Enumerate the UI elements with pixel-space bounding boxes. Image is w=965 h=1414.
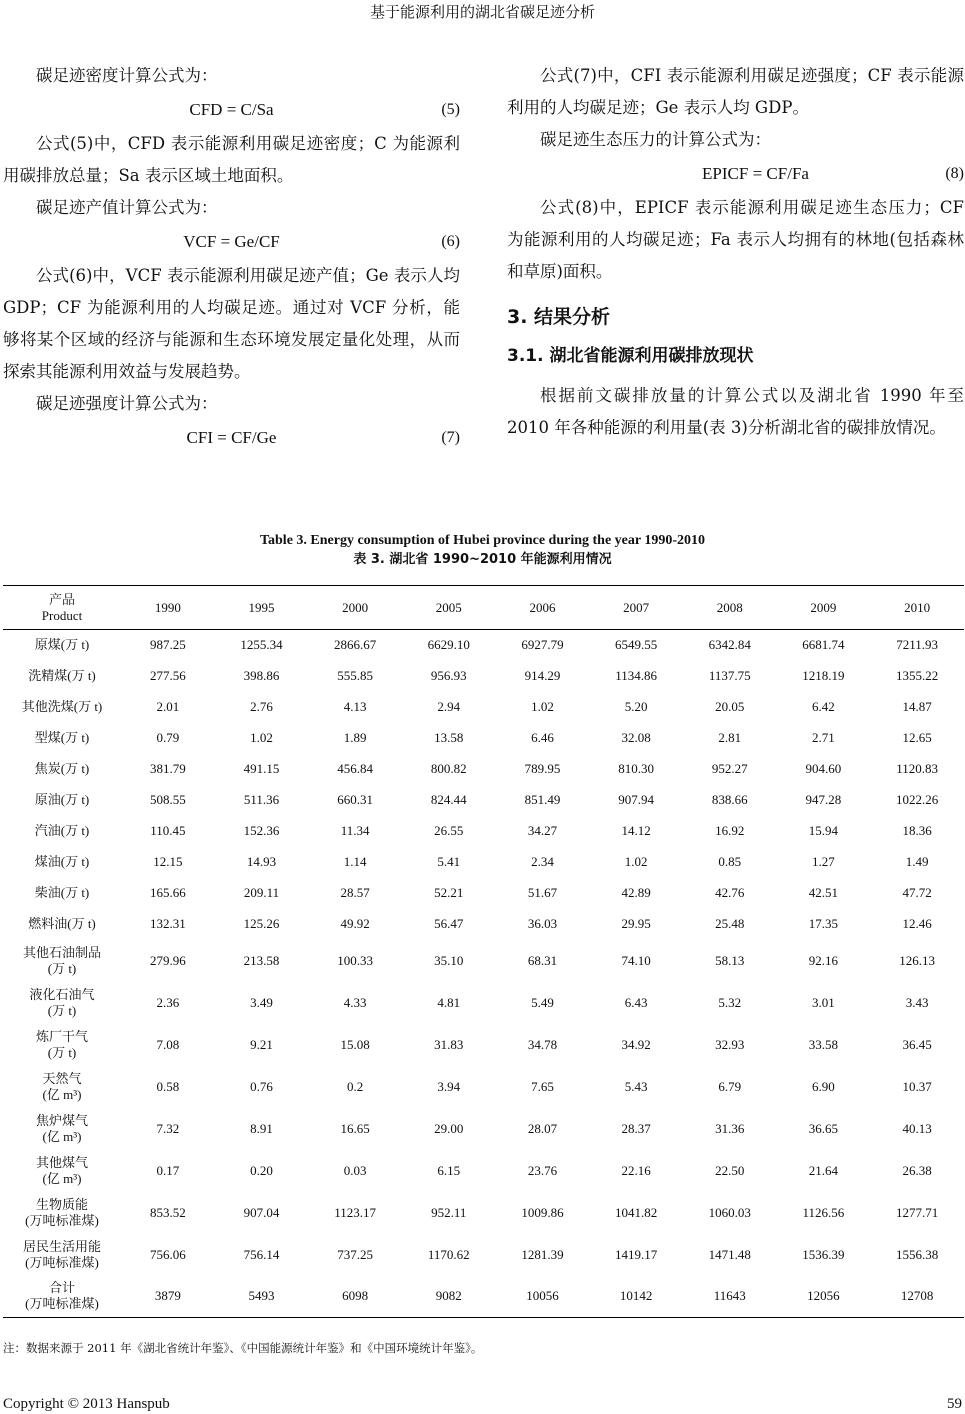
row-label bbox=[3, 1108, 121, 1150]
table-cell: 40.13 bbox=[902, 1120, 932, 1136]
table-cell: 2.01 bbox=[156, 699, 180, 714]
table-cell: 28.07 bbox=[527, 1120, 558, 1136]
equation-8-formula: EPICF = CF/Fa bbox=[702, 164, 809, 183]
header-product-en: Product bbox=[41, 607, 83, 623]
table-cell: 31.36 bbox=[715, 1120, 745, 1136]
table-row bbox=[3, 940, 964, 982]
row-label bbox=[3, 940, 121, 982]
table-cell: 34.92 bbox=[621, 1036, 651, 1052]
table-cell: 1419.17 bbox=[614, 1246, 658, 1262]
table-cell: 0.03 bbox=[343, 1162, 367, 1178]
table-cell: 810.30 bbox=[618, 761, 654, 776]
table-cell: 6.90 bbox=[812, 1078, 835, 1094]
table-cell: 100.33 bbox=[337, 952, 374, 968]
table-cell: 7.08 bbox=[156, 1036, 180, 1052]
equation-8-number: (8) bbox=[945, 165, 964, 182]
table-cell: 381.79 bbox=[149, 761, 186, 776]
row-label bbox=[3, 723, 121, 754]
table-cell: 456.84 bbox=[337, 761, 374, 776]
table-cell: 1134.86 bbox=[615, 668, 657, 683]
table-row bbox=[3, 1108, 964, 1150]
paragraph-cfd-desc: 公式(5)中，CFD 表示能源利用碳足迹密度；C 为能源利用碳排放总量；Sa 表示区域土地面积。 bbox=[3, 134, 460, 185]
row-label bbox=[3, 1066, 121, 1108]
table-cell: 7211.93 bbox=[896, 637, 939, 653]
row-label bbox=[3, 1276, 121, 1318]
table-cell: 42.76 bbox=[715, 885, 745, 900]
row-label-line: 原油(万 t) bbox=[34, 792, 90, 807]
paragraph-results: 根据前文碳排放量的计算公式以及湖北省 1990 年至 2010 年各种能源的利用量(表 3)分析湖北省的碳排放情况。 bbox=[507, 386, 964, 437]
row-label-line: (亿 m³) bbox=[42, 1086, 82, 1102]
table-cell: 36.65 bbox=[808, 1120, 839, 1136]
table-caption-cn: 表 3. 湖北省 1990~2010 年能源利用情况 bbox=[353, 552, 612, 567]
table-cell: 904.60 bbox=[805, 761, 842, 776]
row-label bbox=[3, 878, 121, 909]
table-cell: 29.95 bbox=[621, 916, 651, 931]
table-cell: 12.46 bbox=[902, 916, 932, 931]
table-cell: 28.37 bbox=[621, 1120, 651, 1136]
table-cell: 36.03 bbox=[527, 916, 558, 931]
table-cell: 4.13 bbox=[343, 699, 367, 714]
table-cell: 16.92 bbox=[715, 823, 745, 838]
left-column bbox=[3, 60, 460, 456]
table-cell: 952.27 bbox=[711, 761, 748, 776]
table-cell: 756.14 bbox=[243, 1246, 280, 1262]
table-cell: 2.94 bbox=[437, 699, 461, 714]
row-label-line: 炼厂干气 bbox=[35, 1028, 88, 1044]
header-year: 2005 bbox=[402, 586, 496, 630]
table-cell: 3.43 bbox=[905, 994, 929, 1010]
header-year: 2006 bbox=[496, 586, 590, 630]
table-cell: 13.58 bbox=[434, 730, 464, 745]
table-cell: 0.58 bbox=[156, 1078, 180, 1094]
row-label-line: 合计 bbox=[48, 1280, 75, 1296]
table-cell: 1.02 bbox=[531, 699, 554, 714]
table-cell: 0.85 bbox=[718, 854, 742, 869]
table-row bbox=[3, 1066, 964, 1108]
table-cell: 125.26 bbox=[243, 916, 280, 931]
table-cell: 7.32 bbox=[156, 1120, 180, 1136]
table-cell: 58.13 bbox=[715, 952, 745, 968]
row-label bbox=[3, 785, 121, 816]
table-cell: 12708 bbox=[870, 1276, 964, 1318]
row-label bbox=[3, 909, 121, 940]
table-cell: 737.25 bbox=[337, 1246, 374, 1262]
row-label-line: (亿 m³) bbox=[42, 1128, 82, 1144]
table-cell: 1281.39 bbox=[521, 1246, 564, 1262]
table-cell: 8.91 bbox=[250, 1120, 273, 1136]
table-cell: 3.01 bbox=[812, 994, 835, 1010]
row-label-line: (万吨标准煤) bbox=[25, 1212, 99, 1228]
table-cell: 3879 bbox=[121, 1276, 215, 1318]
row-label bbox=[3, 1024, 121, 1066]
table-row bbox=[3, 754, 964, 785]
row-label bbox=[3, 847, 121, 878]
table-cell: 6.46 bbox=[531, 730, 554, 745]
table-cell: 5.32 bbox=[718, 994, 742, 1010]
row-label bbox=[3, 1234, 121, 1276]
table-cell: 0.17 bbox=[156, 1162, 180, 1178]
header-year: 2007 bbox=[589, 586, 683, 630]
table-cell: 1126.56 bbox=[802, 1204, 845, 1220]
table-caption bbox=[0, 532, 965, 570]
table-cell: 838.66 bbox=[711, 792, 748, 807]
table-cell: 74.10 bbox=[621, 952, 651, 968]
table-cell: 2.76 bbox=[250, 699, 273, 714]
table-cell: 2866.67 bbox=[334, 637, 377, 653]
table-cell: 853.52 bbox=[149, 1204, 186, 1220]
table-cell: 6.79 bbox=[718, 1078, 742, 1094]
equation-6-number: (6) bbox=[441, 233, 460, 250]
table-cell: 16.65 bbox=[340, 1120, 370, 1136]
table-cell: 52.21 bbox=[434, 885, 464, 900]
table-cell: 4.81 bbox=[437, 994, 461, 1010]
table-cell: 7.65 bbox=[531, 1078, 554, 1094]
row-label-line: 汽油(万 t) bbox=[34, 823, 90, 838]
table-cell: 1277.71 bbox=[896, 1204, 939, 1220]
table-cell: 511.36 bbox=[243, 792, 280, 807]
table-cell: 6681.74 bbox=[802, 637, 845, 653]
row-label-line: 其他石油制品 bbox=[22, 944, 101, 960]
row-label-line: 生物质能 bbox=[35, 1196, 88, 1212]
table-cell: 21.64 bbox=[808, 1162, 839, 1178]
equation-8 bbox=[507, 156, 964, 192]
header-year: 2000 bbox=[308, 586, 402, 630]
table-cell: 6342.84 bbox=[708, 637, 751, 653]
row-label bbox=[3, 692, 121, 723]
row-label-line: 柴油(万 t) bbox=[34, 885, 90, 900]
page-number: 59 bbox=[947, 1396, 962, 1412]
paragraph-vcf-intro: 碳足迹产值计算公式为： bbox=[36, 198, 218, 217]
row-label-line: (万 t) bbox=[47, 1002, 77, 1018]
table-cell: 2.36 bbox=[156, 994, 180, 1010]
row-label-line: 居民生活用能 bbox=[22, 1238, 101, 1254]
table-cell: 0.2 bbox=[347, 1078, 364, 1094]
table-cell: 1060.03 bbox=[708, 1204, 751, 1220]
table-cell: 947.28 bbox=[805, 792, 842, 807]
table-cell: 35.10 bbox=[434, 952, 464, 968]
table-cell: 6549.55 bbox=[614, 637, 658, 653]
row-label bbox=[3, 754, 121, 785]
table-cell: 1137.75 bbox=[708, 668, 751, 683]
table-cell: 491.15 bbox=[243, 761, 280, 776]
table-cell: 956.93 bbox=[430, 668, 467, 683]
table-cell: 47.72 bbox=[902, 885, 932, 900]
table-cell: 33.58 bbox=[808, 1036, 839, 1052]
equation-5-number: (5) bbox=[441, 101, 460, 118]
table-cell: 0.79 bbox=[156, 730, 180, 745]
table-cell: 1.27 bbox=[812, 854, 835, 869]
row-label-line: (万 t) bbox=[47, 1044, 77, 1060]
table-cell: 5.49 bbox=[531, 994, 554, 1010]
table-cell: 6629.10 bbox=[427, 637, 470, 653]
table-cell: 25.48 bbox=[715, 916, 745, 931]
row-label-line: 焦炉煤气 bbox=[35, 1112, 88, 1128]
table-cell: 1.89 bbox=[343, 730, 367, 745]
table-cell: 555.85 bbox=[337, 668, 374, 683]
table-cell: 10142 bbox=[589, 1276, 683, 1318]
table-row bbox=[3, 661, 964, 692]
table-cell: 1218.19 bbox=[802, 668, 845, 683]
table-row bbox=[3, 847, 964, 878]
table-cell: 1556.38 bbox=[896, 1246, 939, 1262]
table-cell: 26.38 bbox=[902, 1162, 932, 1178]
table-cell: 209.11 bbox=[243, 885, 280, 900]
header-year: 1990 bbox=[121, 586, 215, 630]
header-year: 2010 bbox=[870, 586, 964, 630]
table-cell: 1536.39 bbox=[802, 1246, 845, 1262]
table-cell: 51.67 bbox=[527, 885, 558, 900]
table-cell: 42.89 bbox=[621, 885, 651, 900]
table-cell: 1170.62 bbox=[427, 1246, 470, 1262]
table-cell: 1009.86 bbox=[521, 1204, 564, 1220]
table-cell: 1255.34 bbox=[240, 637, 283, 653]
table-cell: 12.15 bbox=[153, 854, 183, 869]
table-cell: 31.83 bbox=[434, 1036, 464, 1052]
table-row bbox=[3, 692, 964, 723]
table-cell: 9.21 bbox=[250, 1036, 273, 1052]
energy-table bbox=[3, 585, 964, 1318]
paragraph-epicf-intro: 碳足迹生态压力的计算公式为： bbox=[540, 130, 771, 149]
table-header-row bbox=[3, 586, 964, 630]
table-cell: 49.92 bbox=[340, 916, 370, 931]
table-cell: 1.02 bbox=[250, 730, 273, 745]
paragraph-cfi-desc: 公式(7)中，CFI 表示能源利用碳足迹强度；CF 表示能源利用的人均碳足迹；Ge 表示人均 GDP。 bbox=[507, 66, 964, 117]
row-label-line: 型煤(万 t) bbox=[34, 730, 90, 745]
table-cell: 152.36 bbox=[243, 823, 280, 838]
table-row bbox=[3, 982, 964, 1024]
table-cell: 5.43 bbox=[624, 1078, 648, 1094]
table-cell: 14.93 bbox=[246, 854, 277, 869]
table-cell: 2.71 bbox=[812, 730, 835, 745]
row-label-line: 煤油(万 t) bbox=[34, 854, 90, 869]
subsection-heading: 3.1. 湖北省能源利用碳排放现状 bbox=[507, 346, 754, 366]
row-label-line: 液化石油气 bbox=[29, 986, 95, 1002]
table-cell: 36.45 bbox=[902, 1036, 932, 1052]
table-cell: 5.41 bbox=[437, 854, 461, 869]
section-heading: 3. 结果分析 bbox=[507, 306, 611, 328]
table-cell: 26.55 bbox=[434, 823, 464, 838]
table-cell: 34.27 bbox=[527, 823, 558, 838]
row-label-line: 焦炭(万 t) bbox=[34, 761, 90, 776]
row-label bbox=[3, 1150, 121, 1192]
table-cell: 1471.48 bbox=[708, 1246, 751, 1262]
running-head: 基于能源利用的湖北省碳足迹分析 bbox=[369, 3, 595, 21]
table-cell: 2.34 bbox=[531, 854, 554, 869]
header-year: 2009 bbox=[777, 586, 871, 630]
table-row bbox=[3, 1192, 964, 1234]
table-cell: 32.08 bbox=[621, 730, 651, 745]
table-row bbox=[3, 1234, 964, 1276]
table-cell: 15.08 bbox=[340, 1036, 370, 1052]
table-cell: 92.16 bbox=[808, 952, 839, 968]
row-label-line: 其他煤气 bbox=[35, 1154, 88, 1170]
row-label-line: (亿 m³) bbox=[42, 1170, 82, 1186]
table-cell: 824.44 bbox=[430, 792, 467, 807]
table-cell: 800.82 bbox=[430, 761, 467, 776]
table-cell: 952.11 bbox=[431, 1204, 467, 1220]
table-cell: 1041.82 bbox=[614, 1204, 658, 1220]
table-cell: 789.95 bbox=[524, 761, 561, 776]
table-cell: 14.12 bbox=[621, 823, 651, 838]
row-label-line: 燃料油(万 t) bbox=[28, 916, 96, 931]
equation-6-formula: VCF = Ge/CF bbox=[183, 232, 280, 251]
table-cell: 907.04 bbox=[243, 1204, 280, 1220]
row-label-line: (万吨标准煤) bbox=[25, 1296, 99, 1312]
table-cell: 22.50 bbox=[715, 1162, 745, 1178]
table-cell: 11.34 bbox=[340, 823, 370, 838]
copyright: Copyright © 2013 Hanspub bbox=[3, 1396, 170, 1412]
table-cell: 22.16 bbox=[621, 1162, 651, 1178]
table-cell: 10.37 bbox=[902, 1078, 932, 1094]
row-label-line: 洗精煤(万 t) bbox=[28, 668, 96, 683]
table-cell: 1.02 bbox=[624, 854, 648, 869]
table-cell: 1.14 bbox=[343, 854, 367, 869]
table-cell: 42.51 bbox=[808, 885, 839, 900]
table-row bbox=[3, 816, 964, 847]
table-cell: 165.66 bbox=[149, 885, 186, 900]
table-cell: 3.94 bbox=[437, 1078, 461, 1094]
table-cell: 17.35 bbox=[808, 916, 839, 931]
table-caption-en: Table 3. Energy consumption of Hubei province during the year 1990-2010 bbox=[259, 533, 706, 548]
right-column bbox=[507, 60, 964, 444]
equation-7 bbox=[3, 420, 460, 456]
table-cell: 851.49 bbox=[524, 792, 561, 807]
table-cell: 5493 bbox=[215, 1276, 309, 1318]
equation-5-formula: CFD = C/Sa bbox=[189, 100, 274, 119]
equation-7-number: (7) bbox=[441, 429, 460, 446]
table-cell: 2.81 bbox=[718, 730, 742, 745]
table-row bbox=[3, 1024, 964, 1066]
table-cell: 907.94 bbox=[618, 792, 654, 807]
table-cell: 6.42 bbox=[812, 699, 835, 714]
table-cell: 1120.83 bbox=[896, 761, 939, 776]
row-label bbox=[3, 1192, 121, 1234]
table-row bbox=[3, 909, 964, 940]
header-product bbox=[3, 586, 121, 630]
table-cell: 277.56 bbox=[149, 668, 186, 683]
table-cell: 132.31 bbox=[149, 916, 186, 931]
paragraph-vcf-desc: 公式(6)中，VCF 表示能源利用碳足迹产值；Ge 表示人均 GDP；CF 为能源利用的人均碳足迹。通过对 VCF 分析，能够将某个区域的经济与能源和生态环境发展定量化处理，从而探索其能源利用效益与发展趋势。 bbox=[3, 266, 460, 381]
paragraph-cfd-intro: 碳足迹密度计算公式为： bbox=[36, 66, 218, 85]
row-label bbox=[3, 816, 121, 847]
table-note: 注：数据来源于 2011 年《湖北省统计年鉴》、《中国能源统计年鉴》和《中国环境统计年鉴》。 bbox=[3, 1341, 483, 1355]
table-cell: 68.31 bbox=[527, 952, 558, 968]
row-label-line: 其他洗煤(万 t) bbox=[21, 699, 103, 714]
table-cell: 4.33 bbox=[343, 994, 367, 1010]
row-label bbox=[3, 661, 121, 692]
table-cell: 0.76 bbox=[250, 1078, 273, 1094]
table-cell: 11643 bbox=[683, 1276, 777, 1318]
table-cell: 213.58 bbox=[243, 952, 280, 968]
table-cell: 34.78 bbox=[527, 1036, 558, 1052]
table-cell: 279.96 bbox=[149, 952, 186, 968]
table-cell: 32.93 bbox=[715, 1036, 745, 1052]
table-row bbox=[3, 1276, 964, 1318]
table-row bbox=[3, 878, 964, 909]
table-cell: 6.43 bbox=[624, 994, 648, 1010]
table-cell: 6.15 bbox=[437, 1162, 461, 1178]
equation-5 bbox=[3, 92, 460, 128]
table-cell: 1.49 bbox=[905, 854, 929, 869]
header-year: 1995 bbox=[215, 586, 309, 630]
table-cell: 18.36 bbox=[902, 823, 932, 838]
footer bbox=[3, 1395, 962, 1413]
table-cell: 508.55 bbox=[149, 792, 186, 807]
table-cell: 1355.22 bbox=[896, 668, 939, 683]
table-cell: 10056 bbox=[496, 1276, 590, 1318]
table-cell: 1022.26 bbox=[896, 792, 939, 807]
table-cell: 5.20 bbox=[624, 699, 648, 714]
table-cell: 110.45 bbox=[150, 823, 186, 838]
table-cell: 20.05 bbox=[715, 699, 745, 714]
table-cell: 3.49 bbox=[250, 994, 273, 1010]
table-cell: 126.13 bbox=[899, 952, 935, 968]
equation-6 bbox=[3, 224, 460, 260]
table-cell: 28.57 bbox=[340, 885, 370, 900]
paragraph-cfi-intro: 碳足迹强度计算公式为： bbox=[36, 394, 218, 413]
table-cell: 12.65 bbox=[902, 730, 932, 745]
table-cell: 6927.79 bbox=[521, 637, 564, 653]
table-cell: 9082 bbox=[402, 1276, 496, 1318]
table-cell: 12056 bbox=[777, 1276, 871, 1318]
table-row bbox=[3, 723, 964, 754]
header-year: 2008 bbox=[683, 586, 777, 630]
table-cell: 987.25 bbox=[149, 637, 186, 653]
table-row bbox=[3, 630, 964, 661]
row-label-line: (万 t) bbox=[47, 960, 77, 976]
table-cell: 6098 bbox=[308, 1276, 402, 1318]
row-label bbox=[3, 982, 121, 1024]
header-product-cn: 产品 bbox=[48, 591, 75, 607]
table-cell: 660.31 bbox=[337, 792, 374, 807]
table-row bbox=[3, 1150, 964, 1192]
paragraph-epicf-desc: 公式(8)中，EPICF 表示能源利用碳足迹生态压力；CF 为能源利用的人均碳足迹；Fa 表示人均拥有的林地(包括森林和草原)面积。 bbox=[507, 198, 964, 281]
table-cell: 56.47 bbox=[434, 916, 464, 931]
table-cell: 398.86 bbox=[243, 668, 280, 683]
row-label-line: 天然气 bbox=[42, 1070, 82, 1086]
table-cell: 29.00 bbox=[434, 1120, 464, 1136]
table-cell: 15.94 bbox=[808, 823, 839, 838]
row-label bbox=[3, 630, 121, 661]
table-row bbox=[3, 785, 964, 816]
table-cell: 914.29 bbox=[524, 668, 561, 683]
table-cell: 1123.17 bbox=[334, 1204, 377, 1220]
table-cell: 14.87 bbox=[902, 699, 932, 714]
table-cell: 23.76 bbox=[527, 1162, 558, 1178]
table-cell: 0.20 bbox=[250, 1162, 273, 1178]
row-label-line: (万吨标准煤) bbox=[25, 1254, 99, 1270]
row-label-line: 原煤(万 t) bbox=[34, 637, 90, 653]
table-cell: 756.06 bbox=[149, 1246, 186, 1262]
equation-7-formula: CFI = CF/Ge bbox=[186, 428, 277, 447]
